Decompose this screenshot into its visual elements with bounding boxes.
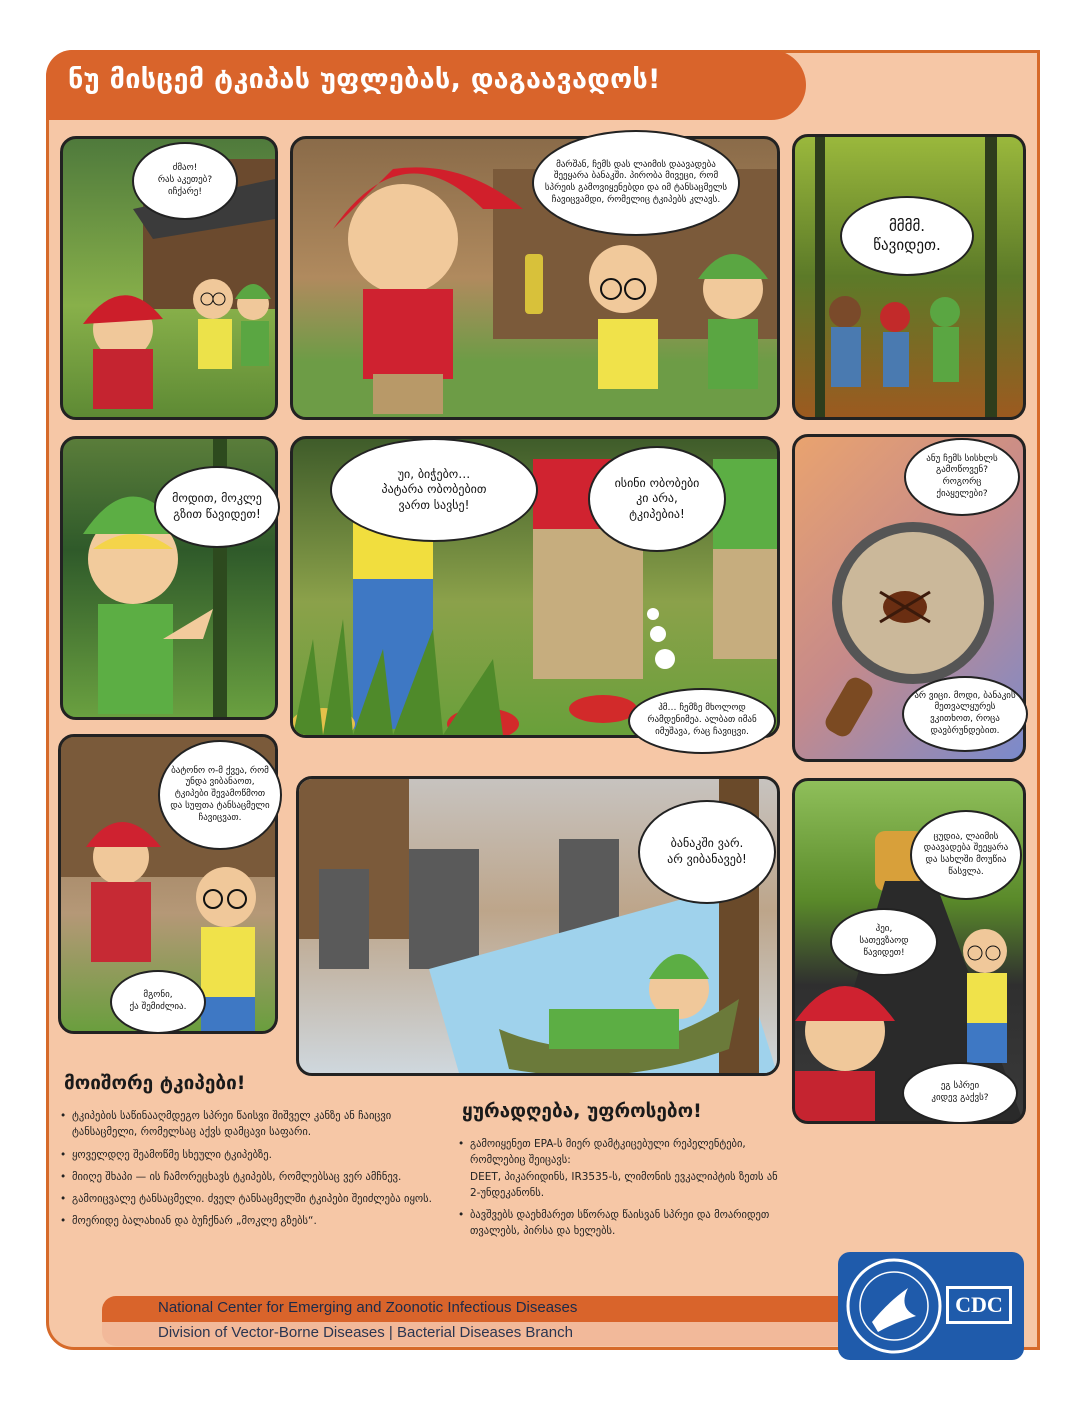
cdc-logo: CDC xyxy=(946,1286,1012,1324)
footer-center-name: National Center for Emerging and Zoonotic Infectious Diseases xyxy=(102,1296,862,1322)
page-title: ნუ მისცემ ტკიპას უფლებას, დაგაავადოს! xyxy=(46,50,766,120)
speech-bubble: ანუ ჩემს სისხლს გამოწოვენ? როგორც ქიაყელები? xyxy=(904,438,1020,516)
speech-bubble: ჰმ… ჩემზე მხოლოდ რამდენიმეა. ალბათ იმან იმუშავა, რაც ჩავიცვი. xyxy=(628,688,776,754)
list-item: • მოერიდე ბალახიან და ბუჩქნარ „მოკლე გზებს“. xyxy=(60,1213,432,1229)
speech-bubble: უი, ბიჭებო… პატარა ობობებით ვართ სავსე! xyxy=(330,438,538,542)
speech-bubble: ისინი ობობები კი არა, ტკიპებია! xyxy=(588,446,726,552)
list-item: • ტკიპების საწინააღმდეგო სპრეი წაისვი შიშველ კანზე ან ჩაიცვი ტანსაცმელი, რომელსაც აქვს დამცავი საფარი. xyxy=(60,1108,432,1141)
comic-panel-3 xyxy=(792,134,1026,420)
speech-bubble: ბატონო ო-მ ქვეა, რომ უნდა ვიბანაოთ, ტკიპები შევამოწმოთ და სუფთა ტანსაცმელი ჩავიცვათ. xyxy=(158,740,282,850)
adults-heading: ყურადღება, უფროსებო! xyxy=(462,1100,702,1122)
speech-bubble: ბანაკში ვარ. არ ვიბანავებ! xyxy=(638,800,776,904)
speech-bubble: არ ვიცი. მოდი, ბანაკის მეთვალყურეს ვკითხოთ, როცა დავბრუნდებით. xyxy=(902,676,1028,752)
speech-bubble: ეგ სპრეი კიდევ გაქვს? xyxy=(902,1062,1018,1124)
list-item: • ბავშვებს დაეხმარეთ სწორად წაისვან სპრეი და მოარიდეთ თვალებს, პირსა და ხელებს. xyxy=(458,1207,788,1240)
cdc-logo-block xyxy=(838,1252,1024,1360)
speech-bubble: მარშან, ჩემს დას ლაიმის დაავადება შეეყარა ბანაკში. პირობა მივეცი, რომ სპრეის გამოვიყენებდი და იმ ტანსაცმელს ჩავიცვამდი, რომელიც ტკიპებს კლავს. xyxy=(532,130,740,236)
speech-bubble: მმმმ. წავიდეთ. xyxy=(840,196,974,276)
speech-bubble: მგონი, ქა შემიძლია. xyxy=(110,970,206,1034)
tips-heading: მოიშორე ტკიპები! xyxy=(64,1072,246,1094)
speech-bubble: ცუდია, ლაიმის დაავადება შეეყარა და სახლში მოუწია წასვლა. xyxy=(910,810,1022,900)
boys-walking-forest-illustration xyxy=(795,137,1023,417)
list-item: • გამოიცვალე ტანსაცმელი. ძველ ტანსაცმელში ტკიპები შეიძლება იყოს. xyxy=(60,1191,432,1207)
list-item: • მიიღე შხაპი — ის ჩამორეცხავს ტკიპებს, რომლებსაც ვერ ამჩნევ. xyxy=(60,1169,432,1185)
adults-list xyxy=(458,1136,788,1246)
tips-list xyxy=(60,1108,432,1236)
footer-division-name: Division of Vector-Borne Diseases | Bacterial Diseases Branch xyxy=(102,1322,862,1346)
list-item: • ყოველდღე შეამოწმე სხეული ტკიპებზე. xyxy=(60,1147,432,1163)
list-item: • გამოიყენეთ EPA-ს მიერ დამტკიცებული რეპელენტები, რომლებიც შეიცავს: DEET, პიკარიდინს, IR3535-ს, ლიმონის ევკალიპტის ზეთს ან 2-უნდეკანონს. xyxy=(458,1136,788,1201)
speech-bubble: ჰეი, სათევზაოდ წავიდეთ! xyxy=(830,908,938,976)
speech-bubble: ძმაო! რას აკეთებ? იჩქარე! xyxy=(132,142,238,220)
speech-bubble: მოდით, მოკლე გზით წავიდეთ! xyxy=(154,466,280,548)
